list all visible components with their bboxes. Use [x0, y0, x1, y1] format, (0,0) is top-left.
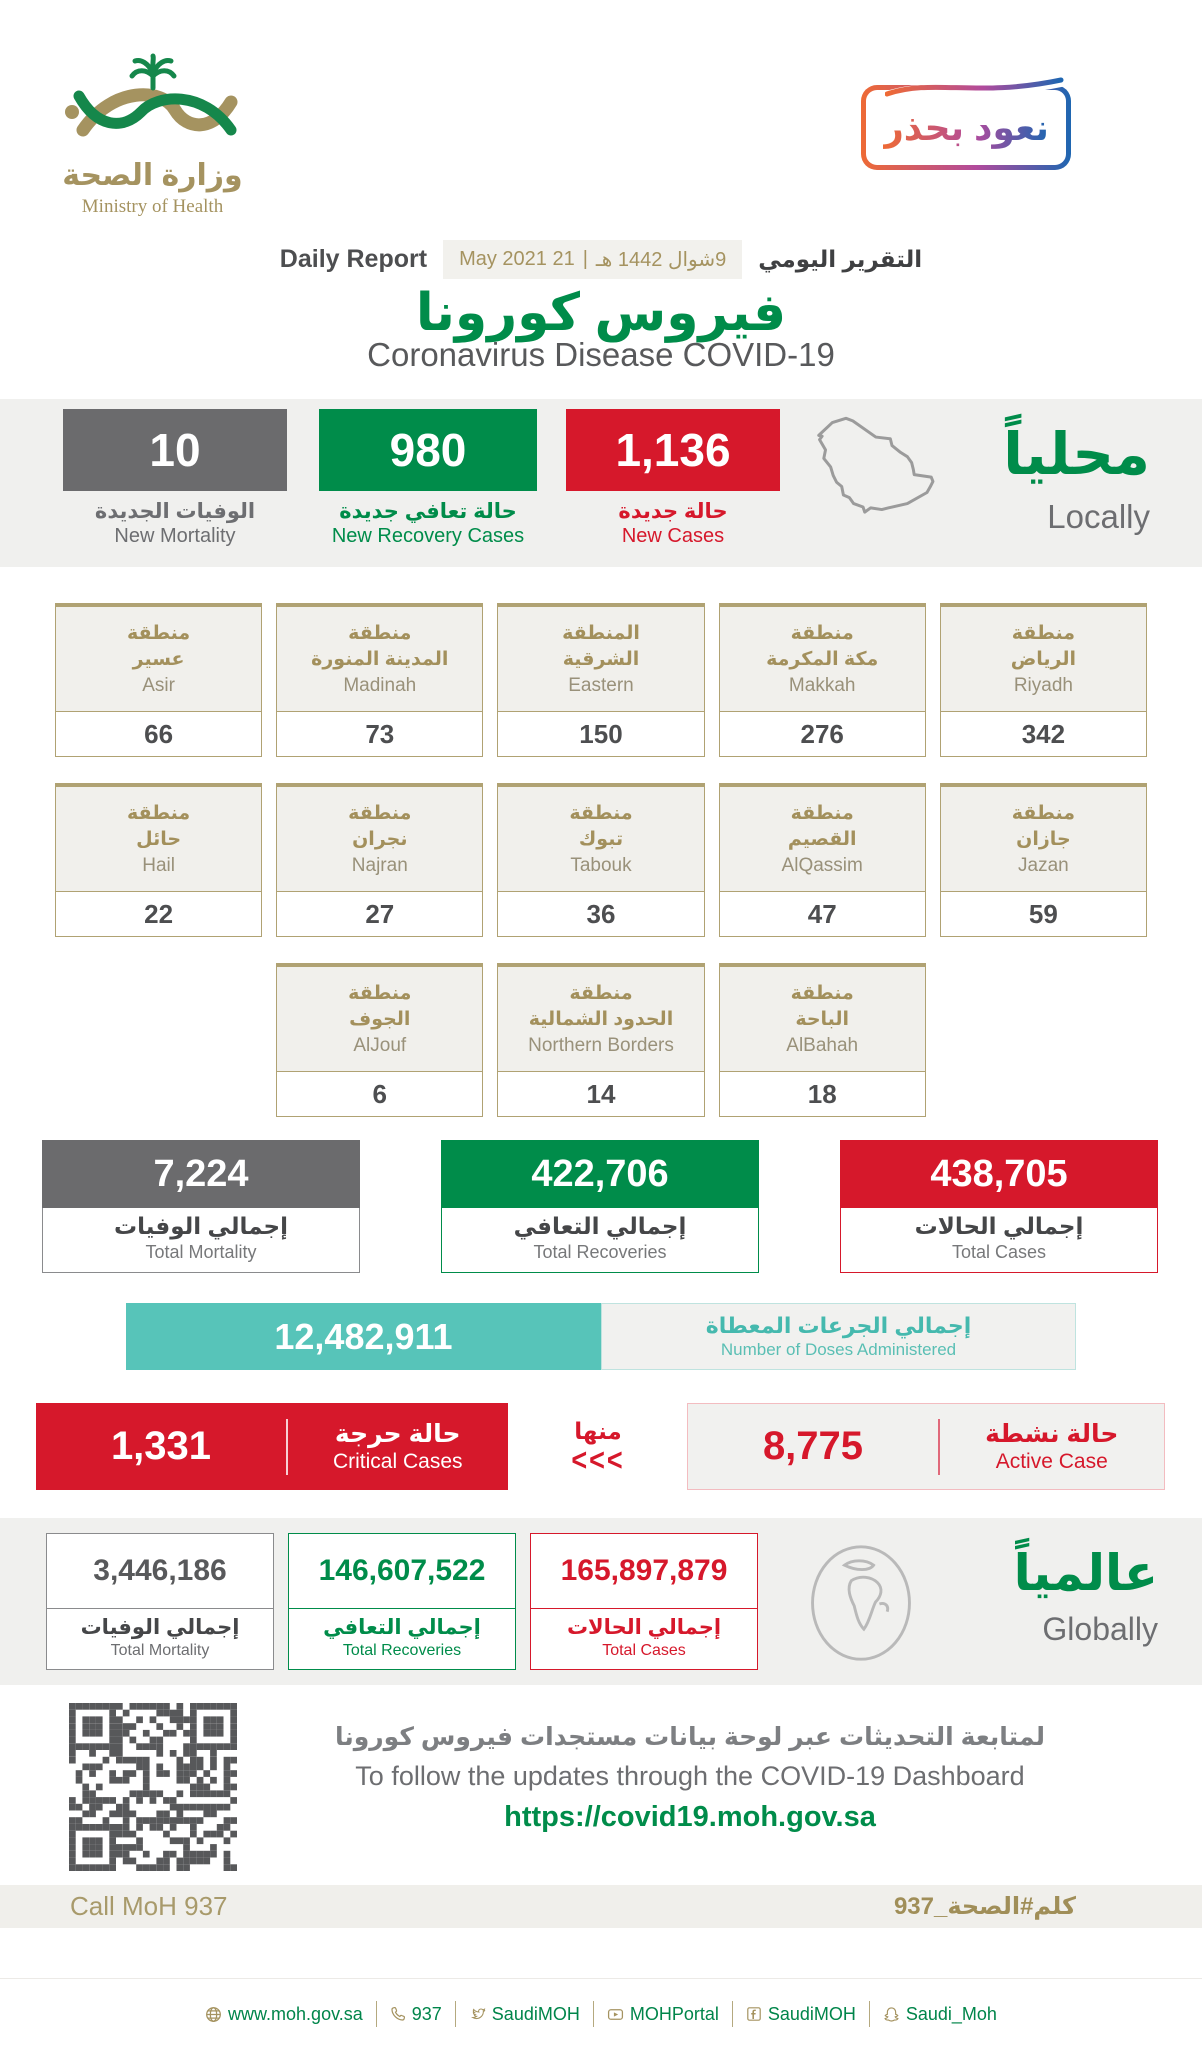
new-cases-label-en: New Cases: [621, 525, 725, 547]
footer-link-phone[interactable]: [390, 2004, 442, 2025]
region-card-makkah: [719, 603, 926, 757]
total-recoveries-label-en: Total Recoveries: [533, 1242, 667, 1262]
report-date-gregorian: 21 May 2021: [459, 248, 575, 270]
region-en-name: AlBahah: [786, 1035, 859, 1057]
region-ar-name: حائل: [136, 828, 182, 850]
region-ar-name: مكة المكرمة: [766, 648, 879, 670]
region-card-riyadh: [940, 603, 1147, 757]
region-value: 36: [586, 899, 616, 929]
footer-link-label: www.moh.gov.sa: [228, 2003, 363, 2024]
region-ar-prefix: منطقة: [348, 802, 412, 824]
region-en-name: Makkah: [788, 675, 856, 697]
divider: [869, 2001, 870, 2027]
region-ar-name: الباحة: [795, 1008, 850, 1030]
globe-icon: [798, 1540, 924, 1666]
page-title-arabic: فيروس كورونا: [415, 284, 787, 342]
global-recoveries-label-ar: إجمالي التعافي: [323, 1616, 481, 1639]
new-recoveries-label-en: New Recovery Cases: [331, 525, 525, 547]
divider: [593, 2001, 594, 2027]
twitter-icon: [469, 2006, 486, 2023]
divider: [376, 2001, 377, 2027]
region-card-tabouk: [497, 783, 704, 937]
page-title-english: Coronavirus Disease COVID-19: [367, 336, 835, 373]
region-value: 22: [144, 899, 174, 929]
region-ar-name: الجوف: [349, 1008, 411, 1030]
region-ar-prefix: منطقة: [348, 622, 412, 644]
dashboard-url-link[interactable]: https://covid19.moh.gov.sa: [504, 1801, 876, 1833]
globe-icon: [205, 2006, 222, 2023]
region-en-name: Northern Borders: [528, 1035, 674, 1057]
active-cases-label-ar: حالة نشطة: [985, 1420, 1119, 1448]
region-en-name: Tabouk: [570, 855, 632, 877]
qr-code: [69, 1703, 237, 1871]
region-ar-name: عسير: [132, 648, 185, 670]
global-cases-card: [530, 1533, 758, 1670]
region-value: 150: [579, 719, 623, 749]
region-value: 47: [807, 899, 837, 929]
dashboard-line-ar: لمتابعة التحديثات عبر لوحة بيانات مستجدات فيروس كورونا: [334, 1723, 1046, 1751]
globally-section: [0, 1518, 1202, 1685]
region-card-alqassim: [719, 783, 926, 937]
region-ar-name: القصيم: [787, 828, 857, 850]
region-value: 27: [365, 899, 395, 929]
report-title-row: [0, 240, 1202, 279]
region-card-asir: [55, 603, 262, 757]
globally-heading-ar: عالمياً: [1013, 1545, 1158, 1601]
footer-links: [0, 1978, 1202, 2048]
new-mortality-label-ar: الوفيات الجديدة: [94, 500, 256, 523]
chevrons-left-icon: <<<: [571, 1442, 625, 1477]
saudi-arabia-map-icon: [788, 403, 950, 553]
global-recoveries-card: [288, 1533, 516, 1670]
footer-link-website[interactable]: [205, 2004, 363, 2025]
region-card-madinah: [276, 603, 483, 757]
total-recoveries-value: 422,706: [441, 1140, 759, 1208]
daily-report-label-en: Daily Report: [279, 245, 428, 273]
naoud-bihathar-badge: [861, 85, 1071, 170]
phone-icon: [390, 2006, 406, 2022]
of-which-connector: [548, 1403, 648, 1490]
critical-cases-label-ar: حالة حرجة: [334, 1420, 461, 1448]
locally-heading: [930, 411, 1150, 536]
global-cases-value: 165,897,879: [531, 1534, 757, 1609]
moh-name-english: Ministry of Health: [81, 196, 224, 217]
region-value: 66: [144, 719, 174, 749]
critical-cases-value: 1,331: [110, 1424, 212, 1468]
region-en-name: Riyadh: [1013, 675, 1073, 697]
dashboard-info: [230, 1722, 1150, 1834]
report-date-hijri: 9شوال 1442 هـ: [595, 249, 727, 271]
footer-link-label: 937: [411, 2003, 442, 2024]
badge-label: نعود بحذر: [883, 106, 1049, 148]
global-mortality-value: 3,446,186: [47, 1534, 273, 1609]
total-mortality-label-en: Total Mortality: [145, 1242, 257, 1262]
global-recoveries-label-en: Total Recoveries: [342, 1642, 462, 1659]
new-cases-value: 1,136: [566, 409, 780, 491]
total-mortality-value: 7,224: [42, 1140, 360, 1208]
doses-value: 12,482,911: [126, 1303, 601, 1370]
region-value: 276: [800, 719, 844, 749]
new-recoveries-value: 980: [319, 409, 537, 491]
new-mortality-label-en: New Mortality: [114, 525, 236, 547]
total-cases-card: [840, 1140, 1158, 1273]
new-cases-stat: [566, 409, 780, 548]
region-en-name: Hail: [142, 855, 175, 877]
snapchat-icon: [883, 2006, 900, 2023]
locally-heading-ar: محلياً: [1003, 422, 1150, 487]
region-ar-prefix: منطقة: [790, 802, 854, 824]
region-ar-prefix: منطقة: [569, 802, 633, 824]
region-ar-prefix: منطقة: [348, 982, 412, 1004]
global-cases-label-en: Total Cases: [602, 1642, 686, 1659]
dashboard-line-en: To follow the updates through the COVID-19 Dashboard: [355, 1761, 1025, 1791]
critical-cases-box: [36, 1403, 508, 1490]
region-ar-name: تبوك: [578, 828, 624, 850]
region-ar-prefix: منطقة: [569, 982, 633, 1004]
divider: [732, 2001, 733, 2027]
region-card-aljouf: [276, 963, 483, 1117]
region-ar-prefix: منطقة: [126, 622, 191, 644]
region-card-jazan: [940, 783, 1147, 937]
new-cases-label-ar: حالة جديدة: [618, 500, 728, 523]
region-ar-name: المدينة المنورة: [311, 648, 449, 670]
total-cases-value: 438,705: [840, 1140, 1158, 1208]
region-en-name: Najran: [351, 855, 408, 877]
region-en-name: Madinah: [343, 675, 417, 697]
call-moh-hashtag-ar: كلم#الصحة_937: [893, 1893, 1076, 1920]
active-cases-label-en: Active Case: [995, 1450, 1108, 1473]
new-mortality-value: 10: [63, 409, 287, 491]
region-en-name: Jazan: [1018, 855, 1069, 877]
total-cases-label-en: Total Cases: [951, 1242, 1047, 1262]
global-recoveries-value: 146,607,522: [289, 1534, 515, 1609]
region-ar-name: جازان: [1016, 828, 1071, 850]
total-mortality-label-ar: إجمالي الوفيات: [114, 1213, 288, 1239]
globally-heading: [930, 1536, 1158, 1648]
region-ar-prefix: المنطقة: [562, 622, 640, 644]
call-moh-band: [0, 1885, 1202, 1928]
global-mortality-label-en: Total Mortality: [110, 1642, 210, 1659]
region-cards-grid: [55, 603, 1147, 1117]
region-value: 73: [365, 719, 395, 749]
region-ar-name: الشرقية: [562, 648, 640, 670]
region-ar-prefix: منطقة: [790, 982, 854, 1004]
globally-heading-en: Globally: [1042, 1611, 1158, 1647]
region-value: 18: [807, 1079, 837, 1109]
region-card-najran: [276, 783, 483, 937]
locally-section: [0, 399, 1202, 567]
new-recoveries-stat: [319, 409, 537, 548]
global-mortality-card: [46, 1533, 274, 1670]
region-ar-prefix: منطقة: [1011, 802, 1075, 824]
active-cases-value: 8,775: [762, 1424, 864, 1468]
region-ar-name: نجران: [352, 828, 408, 850]
doses-administered-bar: [126, 1303, 1076, 1370]
footer-link-twitter[interactable]: [469, 2004, 580, 2025]
region-ar-name: الرياض: [1010, 648, 1077, 670]
region-card-northern-borders: [497, 963, 704, 1117]
footer-link-snapchat[interactable]: [883, 2004, 997, 2025]
total-recoveries-card: [441, 1140, 759, 1273]
region-en-name: AlJouf: [353, 1035, 407, 1057]
region-value: 342: [1021, 719, 1066, 749]
badge-swoosh-icon: [885, 76, 1065, 102]
footer-link-youtube[interactable]: [607, 2004, 719, 2025]
moh-name-arabic: وزارة الصحة: [62, 159, 243, 192]
new-recoveries-label-ar: حالة تعافي جديدة: [339, 500, 517, 523]
new-mortality-stat: [63, 409, 287, 548]
region-en-name: Eastern: [568, 675, 634, 697]
total-cases-label-ar: إجمالي الحالات: [914, 1213, 1084, 1239]
facebook-icon: [746, 2006, 762, 2022]
footer-link-label: SaudiMOH: [491, 2003, 580, 2024]
global-mortality-label-ar: إجمالي الوفيات: [80, 1616, 240, 1639]
total-mortality-card: [42, 1140, 360, 1273]
region-ar-prefix: منطقة: [1011, 622, 1075, 644]
locally-heading-en: Locally: [1047, 498, 1150, 535]
footer-link-label: Saudi_Moh: [905, 2003, 997, 2024]
region-en-name: AlQassim: [781, 855, 863, 877]
region-ar-prefix: منطقة: [790, 622, 854, 644]
region-card-eastern: [497, 603, 704, 757]
daily-report-label-ar: التقرير اليومي: [758, 246, 923, 272]
region-ar-prefix: منطقة: [126, 802, 191, 824]
call-moh-label-en: Call MoH 937: [70, 1891, 228, 1921]
critical-cases-label-en: Critical Cases: [332, 1450, 463, 1473]
region-value: 59: [1028, 899, 1058, 929]
global-cases-label-ar: إجمالي الحالات: [566, 1616, 722, 1639]
footer-link-label: SaudiMOH: [767, 2003, 856, 2024]
total-recoveries-label-ar: إجمالي التعافي: [513, 1213, 687, 1239]
divider: [455, 2001, 456, 2027]
region-en-name: Asir: [142, 675, 175, 697]
report-date-separator: |: [582, 248, 588, 270]
moh-emblem-icon: [45, 38, 260, 156]
report-date: [443, 240, 742, 279]
footer-link-label: MOHPortal: [629, 2003, 719, 2024]
moh-logo: [45, 38, 260, 218]
doses-label-ar: إجمالي الجرعات المعطاة: [705, 1313, 972, 1338]
region-card-hail: [55, 783, 262, 937]
doses-label-en: Number of Doses Administered: [720, 1340, 957, 1359]
region-ar-name: الحدود الشمالية: [528, 1008, 674, 1030]
region-card-albahah: [719, 963, 926, 1117]
footer-link-facebook[interactable]: [746, 2004, 856, 2025]
of-which-label: منها: [574, 1417, 622, 1444]
doses-labels: [601, 1303, 1076, 1370]
active-cases-box: [687, 1403, 1165, 1490]
region-value: 14: [586, 1079, 616, 1109]
youtube-icon: [607, 2006, 624, 2023]
region-value: 6: [372, 1079, 388, 1109]
